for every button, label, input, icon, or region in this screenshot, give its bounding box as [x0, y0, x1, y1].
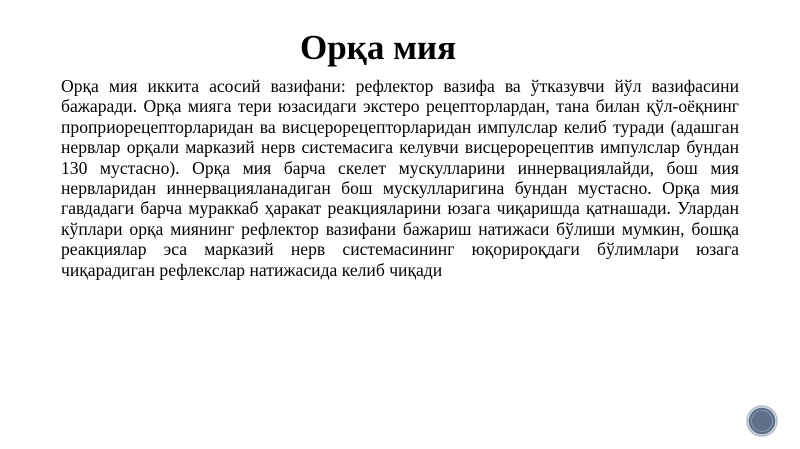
- slide-title: Орқа мия: [299, 28, 457, 67]
- slide-nav-button[interactable]: [747, 406, 777, 436]
- slide-body-text: Орқа мия иккита асосий вазифани: рефлектор вазифа ва ўтказувчи йўл вазифасини бажаради. Орқа мияга тери юзасидаги экстеро рецепторлардан, тана билан қўл-оёқнинг проприорецепторларидан ва висцерорецепторларидан импулслар келиб туради (адашган нервлар орқали марказий нерв системасига келувчи висцерорецептив импулслар бундан 130 мустасно). Орқа мия барча скелет мускулларини иннервациялайди, бош мия нервларидан иннервацияланадиган бош мускулларигина бундан мустасно. Орқа мия гавдадаги барча мураккаб ҳаракат реакцияларини юзага чиқаришда қатнашади. Улардан кўплари орқа миянинг рефлектор вазифани бажариш натижаси бўлиши мумкин, бошқа реакциялар эса марказий нерв системасининг юқорироқдаги бўлимлари юзага чиқарадиган рефлекслар натижасида келиб чиқади: [61, 76, 739, 280]
- circle-nav-icon: [747, 406, 777, 436]
